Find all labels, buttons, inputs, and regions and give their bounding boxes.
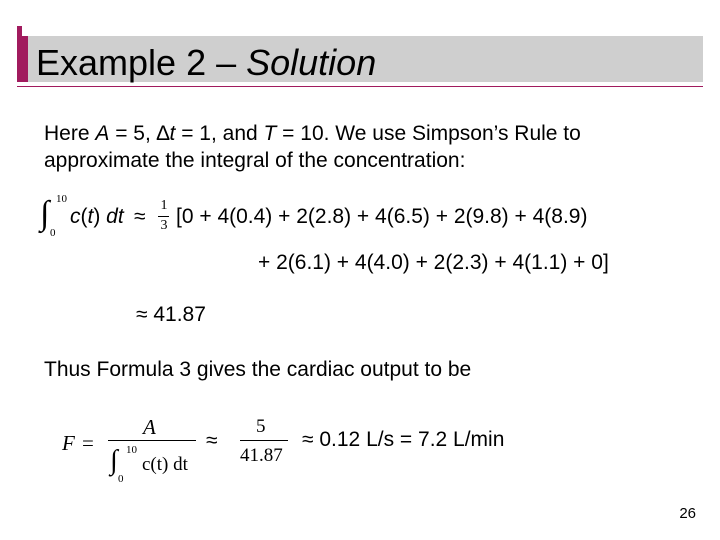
formula-integral-upper: 10: [126, 444, 137, 456]
formula-intro: Thus Formula 3 gives the cardiac output to be: [44, 358, 472, 381]
formula-result: ≈ 0.12 L/s = 7.2 L/min: [302, 428, 505, 451]
formula-denominator: c(t) dt: [142, 454, 188, 475]
formula-fraction-bar-2: [240, 440, 288, 441]
fraction-numerator: 1: [160, 198, 168, 213]
formula-numerator-5: 5: [256, 416, 266, 437]
simpson-line-2: + 2(6.1) + 4(4.0) + 2(2.3) + 4(1.1) + 0]: [258, 251, 609, 274]
formula-integral-sign: ∫: [110, 445, 118, 476]
page-number: 26: [679, 505, 696, 522]
integral-upper: 10: [56, 193, 67, 205]
formula-integral-lower: 0: [118, 473, 124, 485]
intro-line-2: approximate the integral of the concentration:: [44, 149, 466, 172]
formula-equals: =: [82, 431, 94, 455]
integrand: c(t) dt: [70, 205, 124, 228]
formula-fraction-bar: [108, 440, 196, 441]
formula-numerator-A: A: [143, 415, 156, 439]
fraction-bar: [158, 216, 169, 217]
fraction-denominator: 3: [160, 218, 168, 233]
integral-sign: ∫: [40, 195, 50, 232]
intro-line-1: Here A = 5, ∆t = 1, and T = 10. We use Simpson’s Rule to: [44, 122, 581, 145]
title-gap: [22, 26, 107, 36]
title-gap: [107, 26, 707, 36]
simpson-line-1: [0 + 4(0.4) + 2(2.8) + 4(6.5) + 2(9.8) + 4(8.9): [176, 205, 588, 228]
approx-symbol: ≈: [134, 205, 146, 228]
formula-F: F: [62, 431, 75, 455]
integral-lower: 0: [50, 227, 56, 239]
integral-result: ≈ 41.87: [136, 303, 206, 326]
slide-title: Example 2 – Solution: [36, 42, 377, 83]
formula-denominator-value: 41.87: [240, 445, 283, 466]
title-rule: [17, 86, 703, 87]
formula-approx-1: ≈: [206, 429, 218, 452]
